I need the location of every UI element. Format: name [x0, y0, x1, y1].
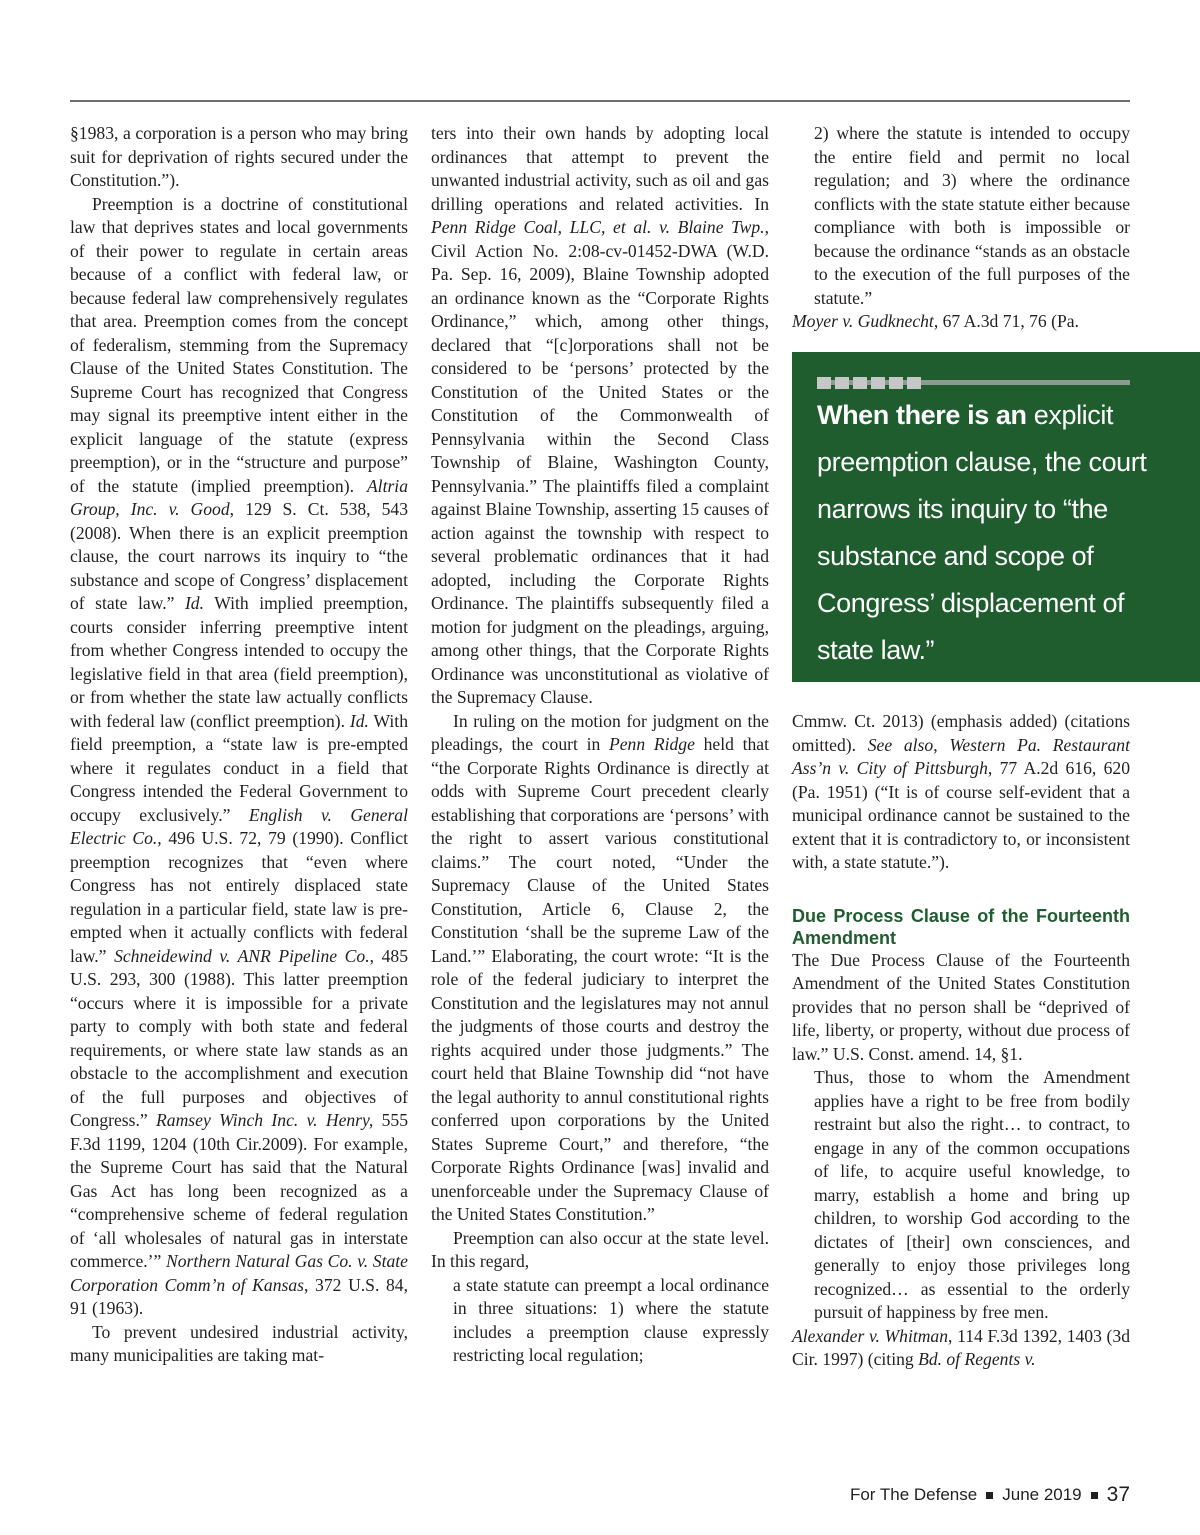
- text: With field preemption, a “state law is pre-empted where it regulates conduct in a field that Congress intended the Federal Government to occupy exclusively.”: [70, 710, 408, 825]
- block-quote: a state statute can preempt a local ordinance in three situations: 1) where the statute includes a preemption clause expressly restricting local regulation;: [453, 1274, 769, 1365]
- pull-quote-ornament: [817, 377, 921, 389]
- text: , 77 A.2d 616, 620 (Pa. 1951) (“It is of course self-evident that a municipal ordinance cannot be sustained to the extent that it is contradictory to, or inconsistent with, a state statute.”).: [792, 758, 1130, 872]
- text: With implied preemption, courts consider inferring preemptive intent from whether Congress intended to occupy the legislative field in that area (field preemption), or from whether the state law actually conflicts with federal law (conflict preemption).: [70, 593, 408, 731]
- text: 555 F.3d 1199, 1204 (10th Cir.2009). For example, the Supreme Court has said that the Natural Gas Act has long been recognized as a “comprehensive scheme of federal regulation of ‘all wholesales of natural gas in interstate commerce.’”: [70, 1110, 408, 1271]
- paragraph: To prevent undesired industrial activity, many municipalities are taking mat-: [70, 1321, 408, 1365]
- column-3-top: [792, 122, 1130, 334]
- section-heading: Due Process Clause of the Fourteenth Amendment: [792, 905, 1130, 948]
- text: , Civil Action No. 2:08-cv-01452-DWA (W.D. Pa. Sep. 16, 2009), Blaine Township adopted an ordinance known as the “Corporate Rights Ordinance,” which, among other things, declared that “[c]orporations shall not be considered to be ‘persons’ protected by the Constitution of the United States or the Constitution of the Commonwealth of Pennsylvania within the Second Class Township of Blaine, Washington County, Pennsylvania.” The plaintiffs filed a complaint against Blaine Township, asserting 15 causes of action against the township with respect to several problematic ordinances that it had adopted, including the Corporate Rights Ordinance. The plaintiffs subsequently filed a motion for judgment on the pleadings, arguing, among other things, that the Corporate Rights Ordinance was unconstitutional as violative of the Supremacy Clause.: [431, 217, 769, 707]
- citation: Western Pa. Restaurant Ass’n v. City of Pittsburgh: [792, 734, 1130, 778]
- text: , 485 U.S. 293, 300 (1988). This latter preemption “occurs where it is impossible for a private party to comply with both state and federal requirements, or where state law stands as an obstacle to the accomplishment and execution of the full purposes and objectives of Congress.”: [70, 945, 408, 1130]
- column-1: [70, 122, 408, 1368]
- citation: See also: [867, 734, 934, 755]
- block-quote: 2) where the statute is intended to occupy the entire field and permit no local regulation; and 3) where the ordinance conflicts with the state statute either because compliance with both is impossible or because the ordinance “stands as an obstacle to the execution of the full purposes of the statute.”: [814, 123, 1130, 308]
- citation: Moyer v. Gudknecht: [792, 311, 934, 331]
- separator-icon: [986, 1492, 993, 1499]
- text: , 372 U.S. 84, 91 (1963).: [70, 1274, 408, 1318]
- citation: Id.: [184, 593, 204, 613]
- text: In ruling on the motion for judgment on the pleadings, the court in: [431, 710, 769, 754]
- citation: Schneidewind v. ANR Pipeline Co.: [114, 945, 370, 966]
- pull-quote-body: explicit preemption clause, the court narrows its inquiry to “the substance and scope of Congress’ displacement of state law.”: [817, 400, 1147, 665]
- citation: English v. General Electric Co.,: [70, 804, 408, 848]
- paragraph: [431, 710, 769, 1227]
- paragraph: §1983, a corporation is a person who may bring suit for deprivation of rights secured under the Constitution.”).: [70, 123, 408, 190]
- paragraph: [431, 122, 769, 710]
- citation: Alexander v. Whitman: [792, 1325, 949, 1346]
- text: Preemption is a doctrine of constitutional law that deprives states and local governments of their power to regulate in certain areas because of a conflict with federal law, or because federal law comprehensively regulates that area. Preemption comes from the concept of federalism, stemming from the Supremacy Clause of the United States Constitution. The Supreme Court has recognized that Congress may signal its preemptive intent either in the explicit language of the statute (express preemption), or in the “structure and purpose” of the statute (implied preemption).: [70, 193, 408, 496]
- text: 496 U.S. 72, 79 (1990). Conflict preemption recognizes that “even where Congress has not entirely displaced state regulation in a particular field, state law is pre-empted when it actually conflicts with federal law.”: [70, 828, 408, 966]
- text: held that “the Corporate Rights Ordinance is directly at odds with Supreme Court precedent clearly establishing that corporations are ‘persons’ with the right to assert various constitutional claims.” The court noted, “Under the Supremacy Clause of the United States Constitution, Article 6, Clause 2, the Constitution ‘shall be the supreme Law of the Land.’” Elaborating, the court wrote: “It is the role of the federal judiciary to interpret the Constitution and the legislatures may not annul the judgments of those courts and destroy the rights acquired under those judgments.” The court held that Blaine Township did “not have the legal authority to annul constitutional rights conferred upon corporations by the United States Supreme Court,” and therefore, “the Corporate Rights Ordinance [was] invalid and unenforceable under the Supremacy Clause of the United States Constitution.”: [431, 734, 769, 1224]
- text: , 67 A.3d 71, 76 (Pa.: [933, 311, 1079, 331]
- text: Cmmw. Ct. 2013) (emphasis added) (citations omitted).: [792, 711, 1130, 755]
- block-quote: Thus, those to whom the Amendment applies have a right to be free from bodily restraint but also the right… to contract, to engage in any of the common occupations of life, to acquire useful knowledge, to marry, establish a home and bring up children, to worship God according to the dictates of [their] own consciences, and generally to enjoy those privileges long recognized… as essential to the orderly pursuit of happiness by free men.: [814, 1067, 1130, 1322]
- text: ters into their own hands by adopting local ordinances that attempt to prevent the unwanted industrial activity, such as oil and gas drilling operations and related activities. In: [431, 123, 769, 214]
- paragraph: [70, 193, 408, 1321]
- text: , 129 S. Ct. 538, 543 (2008). When there is an explicit preemption clause, the court narrows its inquiry to “the substance and scope of Congress’ displacement of state law.”: [70, 499, 408, 613]
- citation: Penn Ridge: [609, 734, 695, 754]
- citation: Penn Ridge Coal, LLC, et al. v. Blaine Twp.: [431, 217, 765, 237]
- paragraph: Preemption can also occur at the state level. In this regard,: [431, 1227, 769, 1271]
- top-rule: [70, 100, 1130, 102]
- text: , 114 F.3d 1392, 1403 (3d Cir. 1997) (citing: [792, 1325, 1130, 1369]
- page-footer: [850, 1483, 1130, 1507]
- text: ,: [933, 734, 950, 755]
- paragraph: [792, 1325, 1130, 1372]
- column-2: [431, 122, 769, 1368]
- issue-date: June 2019: [1002, 1485, 1082, 1504]
- paragraph: [792, 710, 1130, 875]
- pull-quote-text: [817, 392, 1187, 674]
- column-3-bottom: [792, 710, 1130, 1372]
- separator-icon: [1091, 1492, 1098, 1499]
- citation: Northern Natural Gas Co. v. State Corporation Comm’n of Kansas: [70, 1251, 408, 1295]
- page-number: 37: [1106, 1483, 1130, 1506]
- paragraph: The Due Process Clause of the Fourteenth Amendment of the United States Constitution provides that no person shall be “deprived of life, liberty, or property, without due process of law.” U.S. Const. amend. 14, §1.: [792, 949, 1130, 1064]
- pull-quote: [792, 352, 1200, 682]
- citation: Bd. of Regents v.: [918, 1349, 1036, 1369]
- publication-name: For The Defense: [849, 1485, 978, 1504]
- citation: Id.: [349, 710, 369, 731]
- pull-quote-lead: When there is an: [817, 400, 1027, 430]
- citation: Altria Group, Inc. v. Good: [70, 475, 408, 519]
- paragraph: [792, 310, 1130, 334]
- citation: Ramsey Winch Inc. v. Henry,: [156, 1110, 374, 1130]
